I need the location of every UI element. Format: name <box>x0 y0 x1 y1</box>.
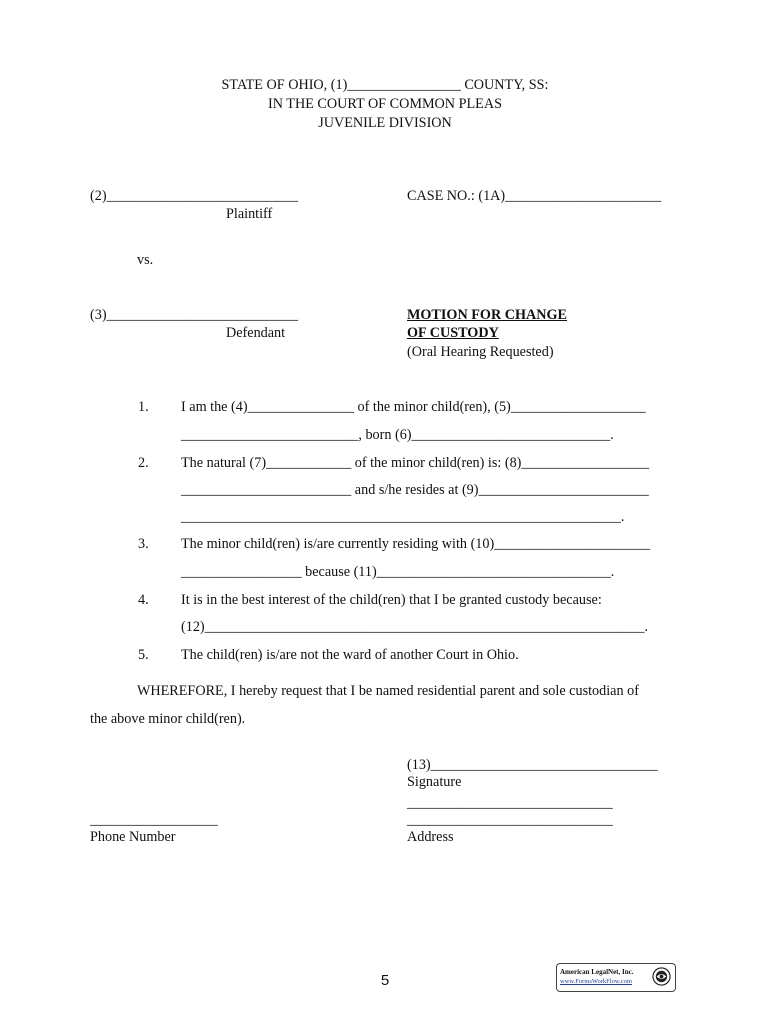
motion-title-line-1: MOTION FOR CHANGE <box>407 307 568 323</box>
item-number: 1. <box>138 399 149 415</box>
item-text: The minor child(ren) is/are currently residing with (10)______________________ <box>181 536 651 552</box>
wherefore-line-1: WHEREFORE, I hereby request that I be named residential parent and sole custodian of <box>137 683 639 699</box>
publisher-badge[interactable] <box>556 963 676 992</box>
item-text: (12)______________________________________________________________. <box>181 619 648 635</box>
publisher-website[interactable]: www.FormsWorkFlow.com <box>560 978 632 985</box>
item-text: _________________________, born (6)____________________________. <box>181 427 614 443</box>
signature-line: (13)________________________________ <box>407 757 658 773</box>
item-text: ______________________________________________________________. <box>181 509 625 525</box>
case-number: CASE NO.: (1A)______________________ <box>407 188 662 204</box>
address-label: Address <box>407 829 454 845</box>
address-line-2: _____________________________ <box>407 812 613 828</box>
phone-line: __________________ <box>90 812 218 828</box>
plaintiff-line: (2)___________________________ <box>90 188 299 204</box>
wherefore-line-2: the above minor child(ren). <box>90 711 246 727</box>
item-number: 3. <box>138 536 149 552</box>
header-line-2: IN THE COURT OF COMMON PLEAS <box>268 96 502 112</box>
motion-subtitle: (Oral Hearing Requested) <box>407 344 554 360</box>
item-text: _________________ because (11)_________________________________. <box>181 564 615 580</box>
item-number: 4. <box>138 592 149 608</box>
item-text: The child(ren) is/are not the ward of another Court in Ohio. <box>181 647 519 663</box>
item-text: The natural (7)____________ of the minor child(ren) is: (8)__________________ <box>181 455 650 471</box>
item-text: I am the (4)_______________ of the minor child(ren), (5)___________________ <box>181 399 646 415</box>
plaintiff-label: Plaintiff <box>226 206 273 222</box>
item-text: It is in the best interest of the child(ren) that I be granted custody because: <box>181 592 602 608</box>
globe-logo-icon <box>652 967 671 986</box>
page-number: 5 <box>380 972 390 989</box>
header-line-3: JUVENILE DIVISION <box>318 115 452 131</box>
phone-label: Phone Number <box>90 829 176 845</box>
item-text: ________________________ and s/he resides at (9)________________________ <box>181 482 649 498</box>
item-number: 5. <box>138 647 149 663</box>
defendant-line: (3)___________________________ <box>90 307 299 323</box>
address-line-1: _____________________________ <box>407 795 613 811</box>
versus-label: vs. <box>137 252 154 268</box>
signature-label: Signature <box>407 774 462 790</box>
header-line-1: STATE OF OHIO, (1)________________ COUNTY, SS: <box>221 77 549 93</box>
motion-title-line-2: OF CUSTODY <box>407 325 499 341</box>
publisher-name: American LegalNet, Inc. <box>560 968 634 976</box>
item-number: 2. <box>138 455 149 471</box>
defendant-label: Defendant <box>226 325 286 341</box>
